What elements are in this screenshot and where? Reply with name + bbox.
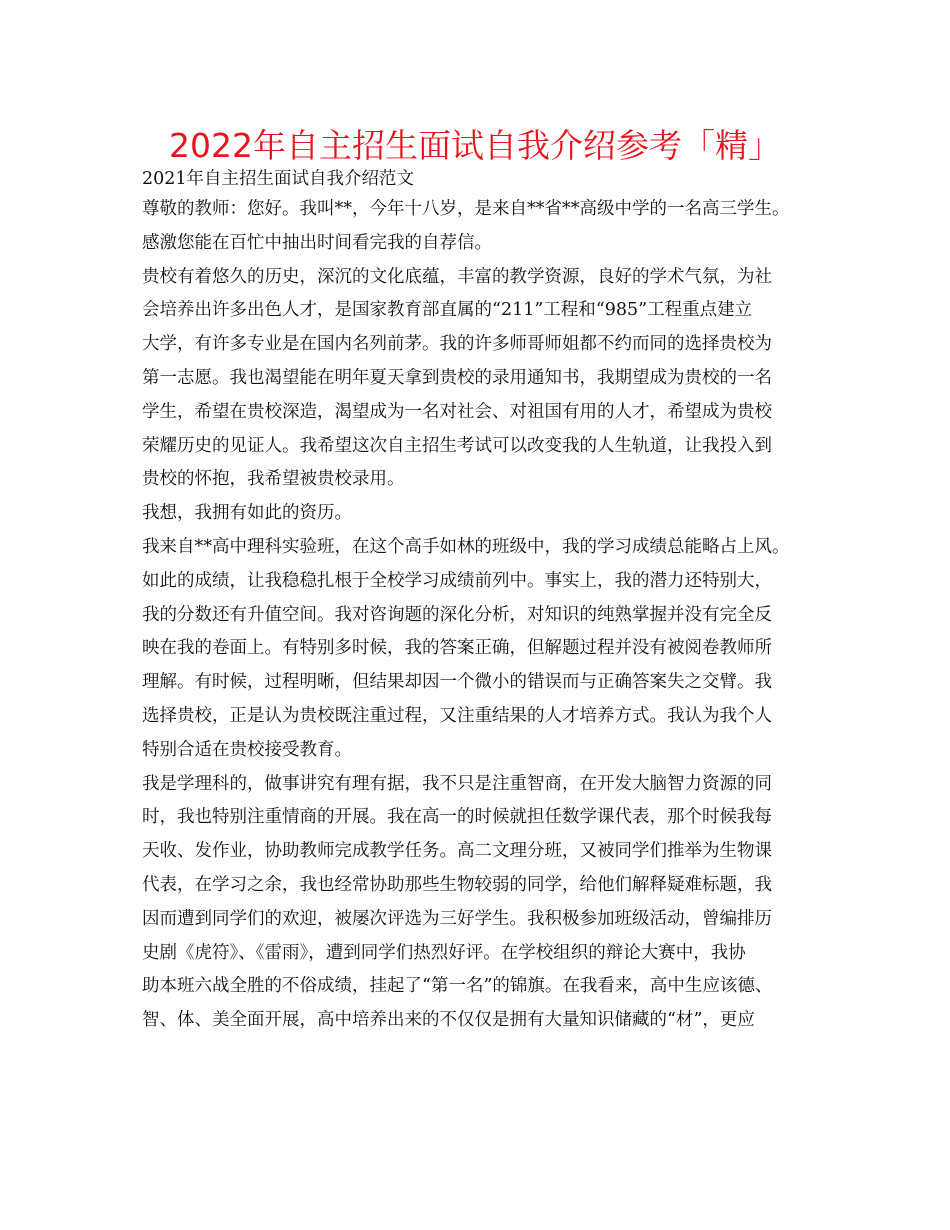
text-line: 感激您能在百忙中抽出时间看完我的自荐信。	[142, 232, 492, 253]
text-line: 因而遭到同学们的欢迎，被屡次评选为三好学生。我积极参加班级活动，曾编排历	[142, 908, 772, 929]
text-line: 尊敬的教师：您好。我叫**，今年十八岁，是来自**省**高级中学的一名高三学生。	[142, 199, 790, 219]
text-line: 贵校有着悠久的历史，深沉的文化底蕴，丰富的教学资源，良好的学术气氛，为社	[142, 266, 772, 287]
document-body	[142, 165, 832, 1038]
document-title: 2022年自主招生面试自我介绍参考「精」	[169, 126, 781, 165]
text-line: 特别合适在贵校接受教育。	[142, 739, 352, 760]
text-line: 理解。有时候，过程明晰，但结果却因一个微小的错误而与正确答案失之交臂。我	[142, 672, 772, 693]
text-line: 第一志愿。我也渴望能在明年夏天拿到贵校的录用通知书，我期望成为贵校的一名	[142, 367, 772, 388]
text-line: 会培养出许多出色人才，是国家教育部直属的“211”工程和“985”工程重点建立	[142, 300, 753, 321]
text-line: 映在我的卷面上。有特别多时候，我的答案正确，但解题过程并没有被阅卷教师所	[142, 638, 772, 659]
text-line: 我想，我拥有如此的资历。	[142, 503, 352, 524]
text-line: 贵校的怀抱，我希望被贵校录用。	[142, 469, 405, 490]
text-line: 我是学理科的，做事讲究有理有据，我不只是注重智商，在开发大脑智力资源的同	[142, 773, 772, 794]
text-line: 选择贵校，正是认为贵校既注重过程，又注重结果的人才培养方式。我认为我个人	[142, 705, 772, 726]
text-line: 天收、发作业，协助教师完成教学任务。高二文理分班，又被同学们推举为生物课	[142, 841, 772, 862]
text-line: 我的分数还有升值空间。我对咨询题的深化分析，对知识的纯熟掌握并没有完全反	[142, 604, 772, 625]
text-line: 荣耀历史的见证人。我希望这次自主招生考试可以改变我的人生轨道，让我投入到	[142, 435, 772, 456]
text-line: 时，我也特别注重情商的开展。我在高一的时候就担任数学课代表，那个时候我每	[142, 807, 772, 828]
text-line: 助本班六战全胜的不俗成绩，挂起了“第一名”的锦旗。在我看来，高中生应该德、	[142, 976, 773, 997]
text-line: 史剧《虎符》、《雷雨》，遭到同学们热烈好评。在学校组织的辩论大赛中，我协	[142, 942, 746, 963]
text-line: 我来自**高中理科实验班，在这个高手如林的班级中，我的学习成绩总能略占上风。	[142, 536, 790, 557]
text-line: 大学，有许多专业是在国内名列前茅。我的许多师哥师姐都不约而同的选择贵校为	[142, 334, 772, 355]
document-subtitle: 2021年自主招生面试自我介绍范文	[142, 169, 415, 189]
text-line: 智、体、美全面开展，高中培养出来的不仅仅是拥有大量知识储藏的“材”，更应	[142, 1010, 755, 1031]
text-line: 代表，在学习之余，我也经常协助那些生物较弱的同学，给他们解释疑难标题，我	[142, 874, 772, 895]
text-line: 如此的成绩，让我稳稳扎根于全校学习成绩前列中。事实上，我的潜力还特别大，	[142, 570, 772, 591]
text-line: 学生，希望在贵校深造，渴望成为一名对社会、对祖国有用的人才，希望成为贵校	[142, 401, 772, 422]
